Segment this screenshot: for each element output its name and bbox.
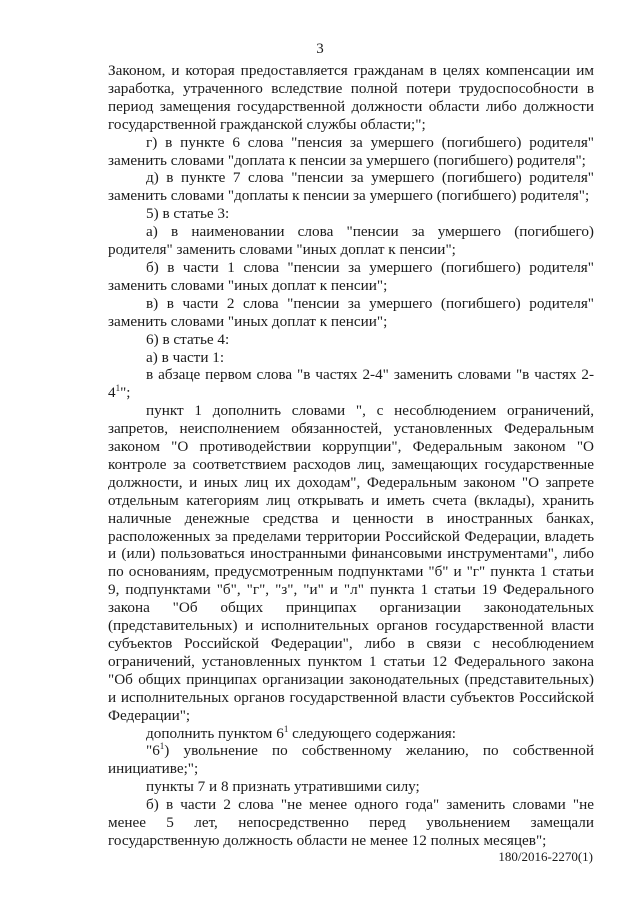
paragraph-12: дополнить пунктом $6^1$ следующего содержания: (146, 723, 456, 742)
paragraph-11: пункт 1 дополнить словами ", с несоблюдением ограничений, запретов, неисполнением обязанностей, установленных Федеральным законом "О противодействии коррупции", Федеральным законом "О контроле за соответствием расходов лиц, замещающих государственные должности, и иных лиц их доходам", Федеральным законом "О запрете отдельным категориям лиц открывать и иметь счета (вклады), хранить наличные денежные средства и ценности в иностранных банках, расположенных за пределами территории Российской Федерации, владеть и (или) пользоваться иностранными финансовыми инструментами", либо по основаниям, предусмотренным подпунктами "б" и "г" пункта 1 статьи 9, подпунктами "б", "г", "з", "и" и "л" пункта 1 статьи 19 Федерального закона "Об общих принципах организации законодательных (представительных) и исполнительных органов государственной власти субъектов Российской Федерации", либо в связи с несоблюдением ограничений, установленных пунктом 1 статьи 12 Федерального закона "Об общих принципах организации законодательных (представительных) и исполнительных органов государственной власти субъектов Российской Федерации"; (108, 402, 594, 724)
paragraph-6: б) в части 1 слова "пенсии за умершего (погибшего) родителя" заменить словами "иных доплат к пенсии"; (108, 258, 594, 294)
document-code: 180/2016-2270(1) (498, 849, 593, 864)
superscript: 1 (283, 723, 289, 734)
paragraph-4: 5) в статье 3: (146, 205, 230, 223)
page-number: 3 (316, 41, 324, 57)
paragraph-2: г) в пункте 6 слова "пенсия за умершего (погибшего) родителя" заменить словами "доплата к пенсии за умершего (погибшего) родителя"; (108, 133, 594, 169)
document-body (108, 62, 594, 850)
paragraph-13: "$6^1$) увольнение по собственному желанию, по собственной инициативе;"; (108, 741, 594, 778)
paragraph-10: в абзаце первом слова "в частях 2-4" заменить словами "в частях $2-4^1$"; (108, 366, 594, 402)
paragraph-5: а) в наименовании слова "пенсии за умершего (погибшего) родителя" заменить словами "иных доплат к пенсии"; (108, 223, 594, 259)
paragraph-9: а) в части 1: (146, 348, 225, 366)
paragraph-7: в) в части 2 слова "пенсии за умершего (погибшего) родителя" заменить словами "иных доплат к пенсии"; (108, 294, 594, 330)
paragraph-1: Законом, и которая предоставляется гражданам в целях компенсации им заработка, утраченного вследствие полной потери трудоспособности в период замещения государственной должности области либо должности государственной гражданской службы области;"; (108, 62, 594, 133)
superscript: 1 (159, 741, 165, 752)
paragraph-3: д) в пункте 7 слова "пенсии за умершего (погибшего) родителя" заменить словами "доплаты к пенсии за умершего (погибшего) родителя"; (108, 169, 594, 205)
paragraph-15: б) в части 2 слова "не менее одного года" заменить словами "не менее 5 лет, непосредственно перед увольнением замещали государственную должность области не менее 12 полных месяцев"; (108, 796, 594, 849)
superscript: 1 (115, 383, 121, 394)
paragraph-14: пункты 7 и 8 признать утратившими силу; (146, 778, 420, 796)
paragraph-8: 6) в статье 4: (146, 330, 230, 348)
